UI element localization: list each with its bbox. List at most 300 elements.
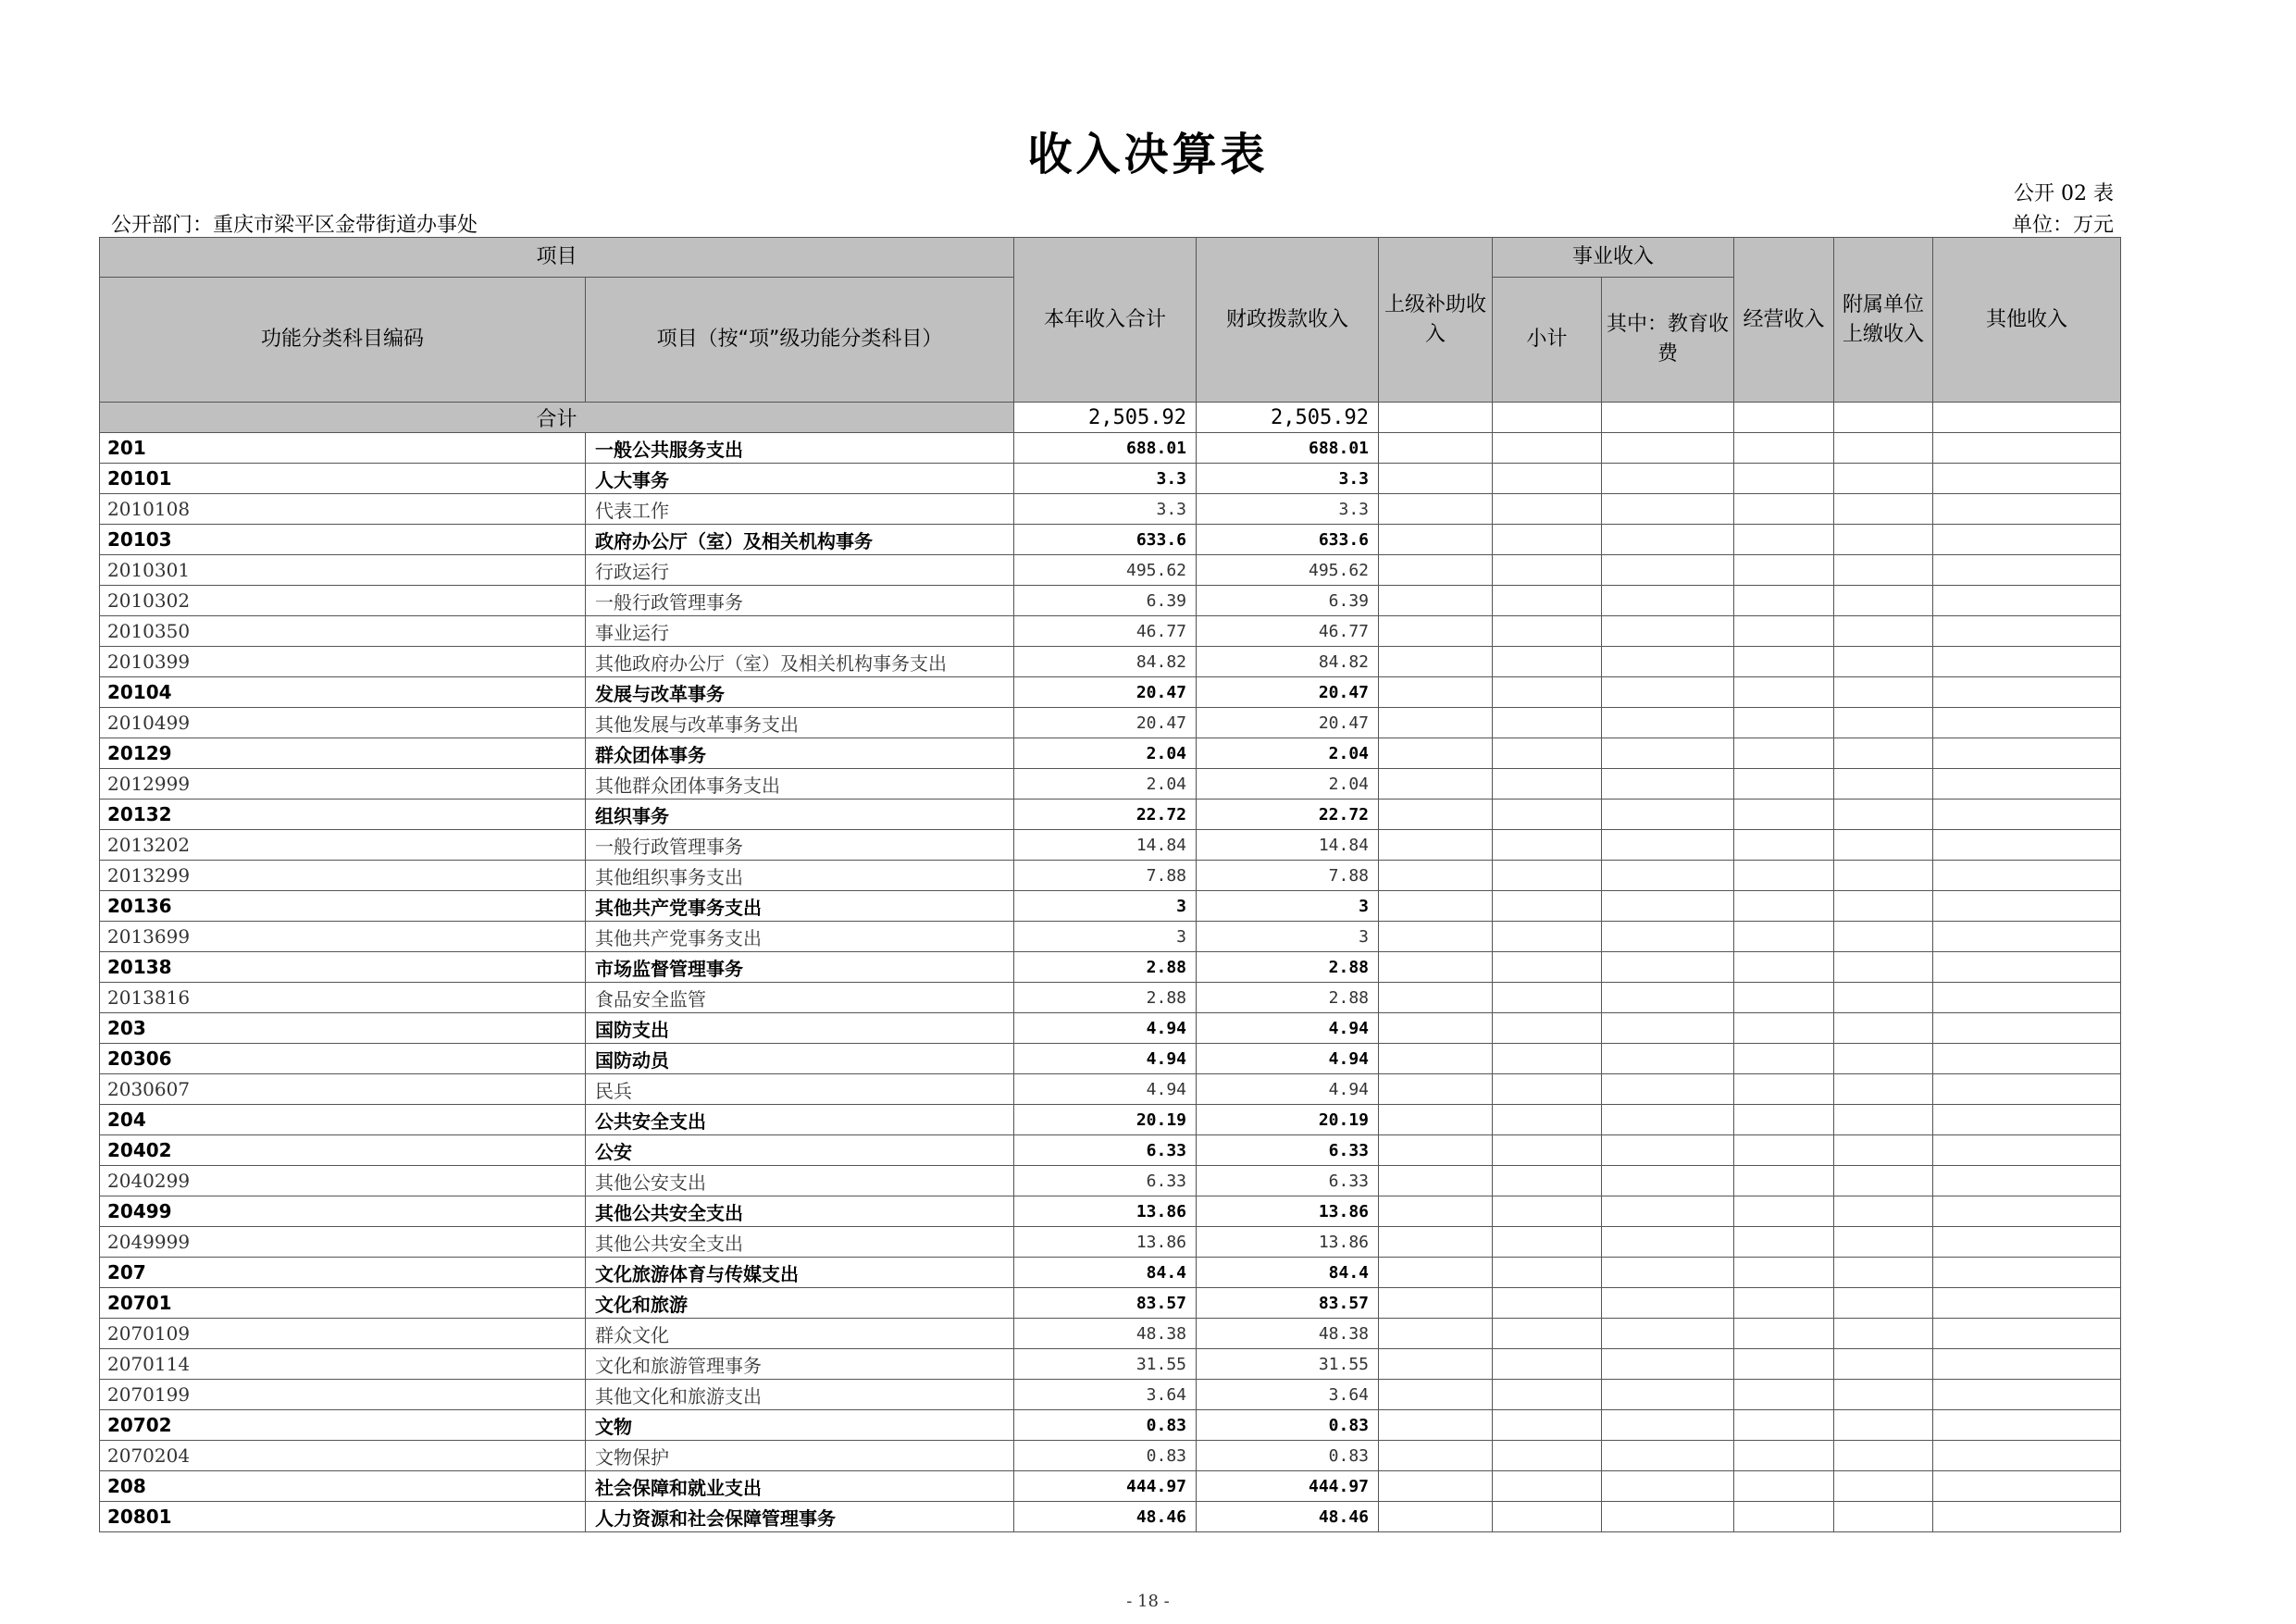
empty-cell bbox=[1493, 769, 1602, 800]
empty-cell bbox=[1933, 1380, 2121, 1410]
empty-cell bbox=[1933, 769, 2121, 800]
empty-cell bbox=[1602, 952, 1734, 983]
empty-cell bbox=[1834, 708, 1933, 738]
fiscal-income-cell: 46.77 bbox=[1197, 616, 1379, 647]
empty-cell bbox=[1602, 1074, 1734, 1105]
empty-cell bbox=[1493, 525, 1602, 555]
empty-cell bbox=[1734, 555, 1834, 586]
income-statement-table bbox=[99, 237, 2121, 1532]
subject-code: 2049999 bbox=[100, 1227, 586, 1258]
subject-code: 2010399 bbox=[100, 647, 586, 677]
empty-cell bbox=[1734, 800, 1834, 830]
table-row bbox=[100, 1074, 2121, 1105]
subject-name: 其他共产党事务支出 bbox=[586, 922, 1014, 952]
empty-cell bbox=[1834, 433, 1933, 464]
subject-name: 群众团体事务 bbox=[586, 738, 1014, 769]
fiscal-income-cell: 495.62 bbox=[1197, 555, 1379, 586]
empty-cell bbox=[1602, 1502, 1734, 1532]
empty-cell bbox=[1493, 708, 1602, 738]
empty-cell bbox=[1493, 830, 1602, 861]
fiscal-income-cell: 20.19 bbox=[1197, 1105, 1379, 1135]
empty-cell bbox=[1933, 464, 2121, 494]
empty-cell bbox=[1602, 1410, 1734, 1441]
empty-cell bbox=[1493, 1044, 1602, 1074]
empty-cell bbox=[1379, 1288, 1493, 1319]
fiscal-income-cell: 4.94 bbox=[1197, 1013, 1379, 1044]
subject-code: 20104 bbox=[100, 677, 586, 708]
table-row bbox=[100, 1105, 2121, 1135]
empty-cell bbox=[1933, 1105, 2121, 1135]
empty-cell bbox=[1493, 1258, 1602, 1288]
empty-cell bbox=[1493, 647, 1602, 677]
table-row bbox=[100, 708, 2121, 738]
fiscal-income-cell: 83.57 bbox=[1197, 1288, 1379, 1319]
table-row bbox=[100, 586, 2121, 616]
subject-name: 国防动员 bbox=[586, 1044, 1014, 1074]
empty-cell bbox=[1602, 1288, 1734, 1319]
total-income-cell: 84.4 bbox=[1014, 1258, 1197, 1288]
empty-cell bbox=[1933, 1319, 2121, 1349]
empty-cell bbox=[1602, 1258, 1734, 1288]
empty-cell bbox=[1933, 861, 2121, 891]
department-label: 公开部门：重庆市梁平区金带街道办事处 bbox=[111, 214, 478, 237]
total-income-cell: 20.47 bbox=[1014, 677, 1197, 708]
empty-cell bbox=[1933, 738, 2121, 769]
subject-name: 其他发展与改革事务支出 bbox=[586, 708, 1014, 738]
header-fiscal: 财政拨款收入 bbox=[1197, 238, 1379, 403]
table-row bbox=[100, 891, 2121, 922]
empty-cell bbox=[1834, 1471, 1933, 1502]
total-income-cell: 4.94 bbox=[1014, 1013, 1197, 1044]
empty-cell bbox=[1602, 616, 1734, 647]
total-label: 合计 bbox=[100, 403, 1014, 433]
empty-cell bbox=[1602, 1349, 1734, 1380]
subject-code: 2013299 bbox=[100, 861, 586, 891]
fiscal-income-cell: 2.04 bbox=[1197, 738, 1379, 769]
subject-name: 其他公安支出 bbox=[586, 1166, 1014, 1196]
total-row bbox=[100, 403, 2121, 433]
empty-cell bbox=[1379, 1502, 1493, 1532]
empty-cell bbox=[1493, 1196, 1602, 1227]
empty-cell bbox=[1379, 1196, 1493, 1227]
empty-cell bbox=[1379, 677, 1493, 708]
fiscal-income-cell: 48.38 bbox=[1197, 1319, 1379, 1349]
empty-cell bbox=[1493, 586, 1602, 616]
empty-cell bbox=[1379, 830, 1493, 861]
subject-code: 2010350 bbox=[100, 616, 586, 647]
subject-code: 20801 bbox=[100, 1502, 586, 1532]
empty-cell bbox=[1834, 861, 1933, 891]
empty-cell bbox=[1493, 891, 1602, 922]
empty-cell bbox=[1493, 861, 1602, 891]
empty-cell bbox=[1379, 861, 1493, 891]
total-income-cell: 2.04 bbox=[1014, 769, 1197, 800]
empty-cell bbox=[1379, 586, 1493, 616]
subject-code: 20136 bbox=[100, 891, 586, 922]
total-income-cell: 22.72 bbox=[1014, 800, 1197, 830]
total-income-cell: 0.83 bbox=[1014, 1441, 1197, 1471]
total-income-cell: 6.33 bbox=[1014, 1135, 1197, 1166]
empty-cell bbox=[1933, 952, 2121, 983]
subject-name: 文物保护 bbox=[586, 1441, 1014, 1471]
subject-code: 207 bbox=[100, 1258, 586, 1288]
total-income-cell: 20.19 bbox=[1014, 1105, 1197, 1135]
header-subtotal: 小计 bbox=[1493, 278, 1602, 403]
empty-cell bbox=[1602, 1044, 1734, 1074]
subject-name: 公安 bbox=[586, 1135, 1014, 1166]
empty-cell bbox=[1734, 1380, 1834, 1410]
empty-cell bbox=[1933, 1166, 2121, 1196]
total-income-cell: 48.46 bbox=[1014, 1502, 1197, 1532]
table-row bbox=[100, 464, 2121, 494]
subject-code: 2070109 bbox=[100, 1319, 586, 1349]
subject-code: 2010301 bbox=[100, 555, 586, 586]
header-operating-income: 经营收入 bbox=[1734, 238, 1834, 403]
empty-cell bbox=[1379, 1441, 1493, 1471]
subject-code: 2013202 bbox=[100, 830, 586, 861]
total-income-cell: 2.04 bbox=[1014, 738, 1197, 769]
empty-cell bbox=[1493, 1441, 1602, 1471]
subject-name: 食品安全监管 bbox=[586, 983, 1014, 1013]
subject-code: 2013699 bbox=[100, 922, 586, 952]
total-income-value: 2,505.92 bbox=[1014, 403, 1197, 433]
empty-cell bbox=[1379, 1380, 1493, 1410]
total-income-cell: 3.3 bbox=[1014, 464, 1197, 494]
empty-cell bbox=[1602, 433, 1734, 464]
empty-cell bbox=[1933, 891, 2121, 922]
subject-name: 国防支出 bbox=[586, 1013, 1014, 1044]
empty-cell bbox=[1734, 1471, 1834, 1502]
table-row bbox=[100, 983, 2121, 1013]
empty-cell bbox=[1834, 738, 1933, 769]
empty-cell bbox=[1602, 586, 1734, 616]
fiscal-income-cell: 4.94 bbox=[1197, 1074, 1379, 1105]
empty-cell bbox=[1834, 1380, 1933, 1410]
empty-cell bbox=[1379, 769, 1493, 800]
empty-cell bbox=[1734, 1105, 1834, 1135]
table-row bbox=[100, 800, 2121, 830]
fiscal-income-cell: 3.3 bbox=[1197, 494, 1379, 525]
table-row bbox=[100, 1441, 2121, 1471]
empty-cell bbox=[1602, 525, 1734, 555]
empty-cell bbox=[1933, 1227, 2121, 1258]
total-income-cell: 46.77 bbox=[1014, 616, 1197, 647]
subject-code: 20129 bbox=[100, 738, 586, 769]
empty-cell bbox=[1834, 677, 1933, 708]
header-affiliated: 附属单位上缴收入 bbox=[1834, 238, 1933, 403]
total-fiscal-value: 2,505.92 bbox=[1197, 403, 1379, 433]
total-income-cell: 4.94 bbox=[1014, 1074, 1197, 1105]
empty-cell bbox=[1493, 983, 1602, 1013]
fiscal-income-cell: 2.04 bbox=[1197, 769, 1379, 800]
empty-cell bbox=[1493, 800, 1602, 830]
empty-cell bbox=[1734, 769, 1834, 800]
empty-cell bbox=[1933, 1441, 2121, 1471]
empty-cell bbox=[1602, 647, 1734, 677]
empty-cell bbox=[1493, 1227, 1602, 1258]
subject-code: 204 bbox=[100, 1105, 586, 1135]
subject-name: 一般行政管理事务 bbox=[586, 586, 1014, 616]
subject-code: 2012999 bbox=[100, 769, 586, 800]
empty-cell bbox=[1602, 861, 1734, 891]
empty-cell bbox=[1933, 1258, 2121, 1288]
empty-cell bbox=[1493, 1471, 1602, 1502]
empty-cell bbox=[1602, 1227, 1734, 1258]
table-row bbox=[100, 525, 2121, 555]
empty-cell bbox=[1734, 433, 1834, 464]
empty-cell bbox=[1602, 1441, 1734, 1471]
subject-name: 事业运行 bbox=[586, 616, 1014, 647]
empty-cell bbox=[1493, 738, 1602, 769]
empty-cell bbox=[1834, 1410, 1933, 1441]
empty-cell bbox=[1734, 1258, 1834, 1288]
empty-cell bbox=[1834, 1349, 1933, 1380]
total-income-cell: 633.6 bbox=[1014, 525, 1197, 555]
form-number: 公开 02 表 bbox=[2014, 182, 2114, 205]
subject-code: 2070114 bbox=[100, 1349, 586, 1380]
empty-cell bbox=[1734, 1288, 1834, 1319]
header-business-income: 事业收入 bbox=[1493, 238, 1734, 278]
empty-cell bbox=[1734, 494, 1834, 525]
empty-cell bbox=[1379, 1227, 1493, 1258]
empty-cell bbox=[1602, 891, 1734, 922]
empty-cell bbox=[1493, 1135, 1602, 1166]
empty-cell bbox=[1493, 616, 1602, 647]
empty-cell bbox=[1602, 677, 1734, 708]
subject-code: 2010302 bbox=[100, 586, 586, 616]
total-income-cell: 20.47 bbox=[1014, 708, 1197, 738]
fiscal-income-cell: 688.01 bbox=[1197, 433, 1379, 464]
empty-cell bbox=[1734, 1166, 1834, 1196]
subject-code: 2030607 bbox=[100, 1074, 586, 1105]
subject-name: 市场监督管理事务 bbox=[586, 952, 1014, 983]
empty-cell bbox=[1834, 616, 1933, 647]
empty-cell bbox=[1379, 922, 1493, 952]
subject-code: 20499 bbox=[100, 1196, 586, 1227]
table-row bbox=[100, 1319, 2121, 1349]
fiscal-income-cell: 4.94 bbox=[1197, 1044, 1379, 1074]
subject-name: 文化旅游体育与传媒支出 bbox=[586, 1258, 1014, 1288]
empty-cell bbox=[1602, 983, 1734, 1013]
empty-cell bbox=[1602, 1013, 1734, 1044]
fiscal-income-cell: 22.72 bbox=[1197, 800, 1379, 830]
total-income-cell: 444.97 bbox=[1014, 1471, 1197, 1502]
subject-code: 201 bbox=[100, 433, 586, 464]
empty-cell bbox=[1379, 1471, 1493, 1502]
empty-cell bbox=[1602, 1319, 1734, 1349]
empty-cell bbox=[1493, 1349, 1602, 1380]
empty-cell bbox=[1834, 769, 1933, 800]
empty-cell bbox=[1734, 616, 1834, 647]
empty-cell bbox=[1379, 1013, 1493, 1044]
table-row bbox=[100, 1044, 2121, 1074]
empty-cell bbox=[1734, 1196, 1834, 1227]
subject-code: 20701 bbox=[100, 1288, 586, 1319]
empty-cell bbox=[1493, 1319, 1602, 1349]
empty-cell bbox=[1734, 1441, 1834, 1471]
empty-cell bbox=[1834, 1319, 1933, 1349]
subject-name: 文物 bbox=[586, 1410, 1014, 1441]
empty-cell bbox=[1602, 830, 1734, 861]
empty-cell bbox=[1493, 1166, 1602, 1196]
empty-cell bbox=[1734, 738, 1834, 769]
total-income-cell: 83.57 bbox=[1014, 1288, 1197, 1319]
empty-cell bbox=[1602, 1471, 1734, 1502]
fiscal-income-cell: 3 bbox=[1197, 922, 1379, 952]
total-income-cell: 84.82 bbox=[1014, 647, 1197, 677]
empty-cell bbox=[1734, 1502, 1834, 1532]
table-row bbox=[100, 1166, 2121, 1196]
empty-cell bbox=[1834, 1258, 1933, 1288]
empty-cell bbox=[1834, 922, 1933, 952]
header-other: 其他收入 bbox=[1933, 238, 2121, 403]
header-code: 功能分类科目编码 bbox=[100, 278, 586, 403]
empty-cell bbox=[1834, 1105, 1933, 1135]
total-income-cell: 13.86 bbox=[1014, 1196, 1197, 1227]
empty-cell bbox=[1379, 525, 1493, 555]
fiscal-income-cell: 2.88 bbox=[1197, 983, 1379, 1013]
empty-cell bbox=[1493, 952, 1602, 983]
empty-cell bbox=[1933, 922, 2121, 952]
table-row bbox=[100, 1013, 2121, 1044]
table-row bbox=[100, 1288, 2121, 1319]
subject-name: 发展与改革事务 bbox=[586, 677, 1014, 708]
subject-code: 2010499 bbox=[100, 708, 586, 738]
empty-cell bbox=[1379, 738, 1493, 769]
subject-name: 一般公共服务支出 bbox=[586, 433, 1014, 464]
table-row bbox=[100, 555, 2121, 586]
empty-cell bbox=[1834, 1196, 1933, 1227]
empty-cell bbox=[1379, 708, 1493, 738]
empty-cell bbox=[1834, 555, 1933, 586]
subject-name: 其他群众团体事务支出 bbox=[586, 769, 1014, 800]
subject-name: 群众文化 bbox=[586, 1319, 1014, 1349]
empty-cell bbox=[1734, 1410, 1834, 1441]
total-income-cell: 3.64 bbox=[1014, 1380, 1197, 1410]
empty-cell bbox=[1379, 1074, 1493, 1105]
table-row bbox=[100, 861, 2121, 891]
subject-name: 其他共产党事务支出 bbox=[586, 891, 1014, 922]
total-income-cell: 2.88 bbox=[1014, 983, 1197, 1013]
table-row bbox=[100, 1410, 2121, 1441]
empty-cell bbox=[1602, 494, 1734, 525]
header-project: 项目 bbox=[100, 238, 1014, 278]
empty-cell bbox=[1933, 647, 2121, 677]
subject-name: 其他组织事务支出 bbox=[586, 861, 1014, 891]
subject-name: 政府办公厅（室）及相关机构事务 bbox=[586, 525, 1014, 555]
fiscal-income-cell: 84.82 bbox=[1197, 647, 1379, 677]
empty-cell bbox=[1933, 555, 2121, 586]
total-income-cell: 14.84 bbox=[1014, 830, 1197, 861]
empty-cell bbox=[1933, 494, 2121, 525]
subject-name: 文化和旅游管理事务 bbox=[586, 1349, 1014, 1380]
empty-cell bbox=[1602, 738, 1734, 769]
empty-cell bbox=[1933, 1471, 2121, 1502]
subject-code: 20702 bbox=[100, 1410, 586, 1441]
fiscal-income-cell: 20.47 bbox=[1197, 677, 1379, 708]
table-row bbox=[100, 1135, 2121, 1166]
empty-cell bbox=[1933, 1044, 2121, 1074]
empty-cell bbox=[1933, 1349, 2121, 1380]
subject-name: 人力资源和社会保障管理事务 bbox=[586, 1502, 1014, 1532]
empty-cell bbox=[1379, 494, 1493, 525]
empty-cell bbox=[1834, 952, 1933, 983]
subject-name: 人大事务 bbox=[586, 464, 1014, 494]
fiscal-income-cell: 444.97 bbox=[1197, 1471, 1379, 1502]
header-superior-subsidy: 上级补助收入 bbox=[1379, 238, 1493, 403]
empty-cell bbox=[1602, 769, 1734, 800]
table-row bbox=[100, 769, 2121, 800]
subject-name: 一般行政管理事务 bbox=[586, 830, 1014, 861]
empty-cell bbox=[1834, 525, 1933, 555]
total-income-cell: 0.83 bbox=[1014, 1410, 1197, 1441]
empty-cell bbox=[1379, 464, 1493, 494]
empty-cell bbox=[1734, 952, 1834, 983]
subject-code: 2040299 bbox=[100, 1166, 586, 1196]
empty-cell bbox=[1493, 1410, 1602, 1441]
fiscal-income-cell: 48.46 bbox=[1197, 1502, 1379, 1532]
table-row bbox=[100, 1380, 2121, 1410]
subject-code: 203 bbox=[100, 1013, 586, 1044]
subject-name: 组织事务 bbox=[586, 800, 1014, 830]
empty-cell bbox=[1379, 1258, 1493, 1288]
fiscal-income-cell: 6.33 bbox=[1197, 1135, 1379, 1166]
empty-cell bbox=[1602, 800, 1734, 830]
empty-cell bbox=[1379, 891, 1493, 922]
total-income-cell: 6.33 bbox=[1014, 1166, 1197, 1196]
empty-cell bbox=[1493, 1380, 1602, 1410]
fiscal-income-cell: 14.84 bbox=[1197, 830, 1379, 861]
empty-cell bbox=[1734, 464, 1834, 494]
page-title: 收入决算表 bbox=[1027, 129, 1269, 180]
empty-cell bbox=[1933, 1288, 2121, 1319]
subject-name: 代表工作 bbox=[586, 494, 1014, 525]
empty-cell bbox=[1602, 1135, 1734, 1166]
empty-cell bbox=[1933, 708, 2121, 738]
empty-cell bbox=[1734, 586, 1834, 616]
fiscal-income-cell: 7.88 bbox=[1197, 861, 1379, 891]
table-row bbox=[100, 433, 2121, 464]
empty-cell bbox=[1834, 1013, 1933, 1044]
fiscal-income-cell: 84.4 bbox=[1197, 1258, 1379, 1288]
table-row bbox=[100, 738, 2121, 769]
empty-cell bbox=[1493, 1105, 1602, 1135]
empty-cell bbox=[1933, 433, 2121, 464]
empty-cell bbox=[1379, 1319, 1493, 1349]
empty-cell bbox=[1602, 1166, 1734, 1196]
empty-cell bbox=[1834, 1166, 1933, 1196]
total-income-cell: 13.86 bbox=[1014, 1227, 1197, 1258]
fiscal-income-cell: 6.39 bbox=[1197, 586, 1379, 616]
empty-cell bbox=[1734, 983, 1834, 1013]
empty-cell bbox=[1933, 616, 2121, 647]
total-income-cell: 3 bbox=[1014, 922, 1197, 952]
empty-cell bbox=[1493, 677, 1602, 708]
empty-cell bbox=[1933, 525, 2121, 555]
empty-cell bbox=[1734, 1074, 1834, 1105]
empty-cell bbox=[1734, 1044, 1834, 1074]
table-row bbox=[100, 1227, 2121, 1258]
empty-cell bbox=[1734, 891, 1834, 922]
empty-cell bbox=[1379, 952, 1493, 983]
fiscal-income-cell: 0.83 bbox=[1197, 1410, 1379, 1441]
fiscal-income-cell: 13.86 bbox=[1197, 1227, 1379, 1258]
unit-label: 单位：万元 bbox=[2011, 214, 2114, 237]
subject-code: 20103 bbox=[100, 525, 586, 555]
empty-cell bbox=[1734, 1227, 1834, 1258]
empty-cell bbox=[1834, 830, 1933, 861]
subject-code: 2070204 bbox=[100, 1441, 586, 1471]
